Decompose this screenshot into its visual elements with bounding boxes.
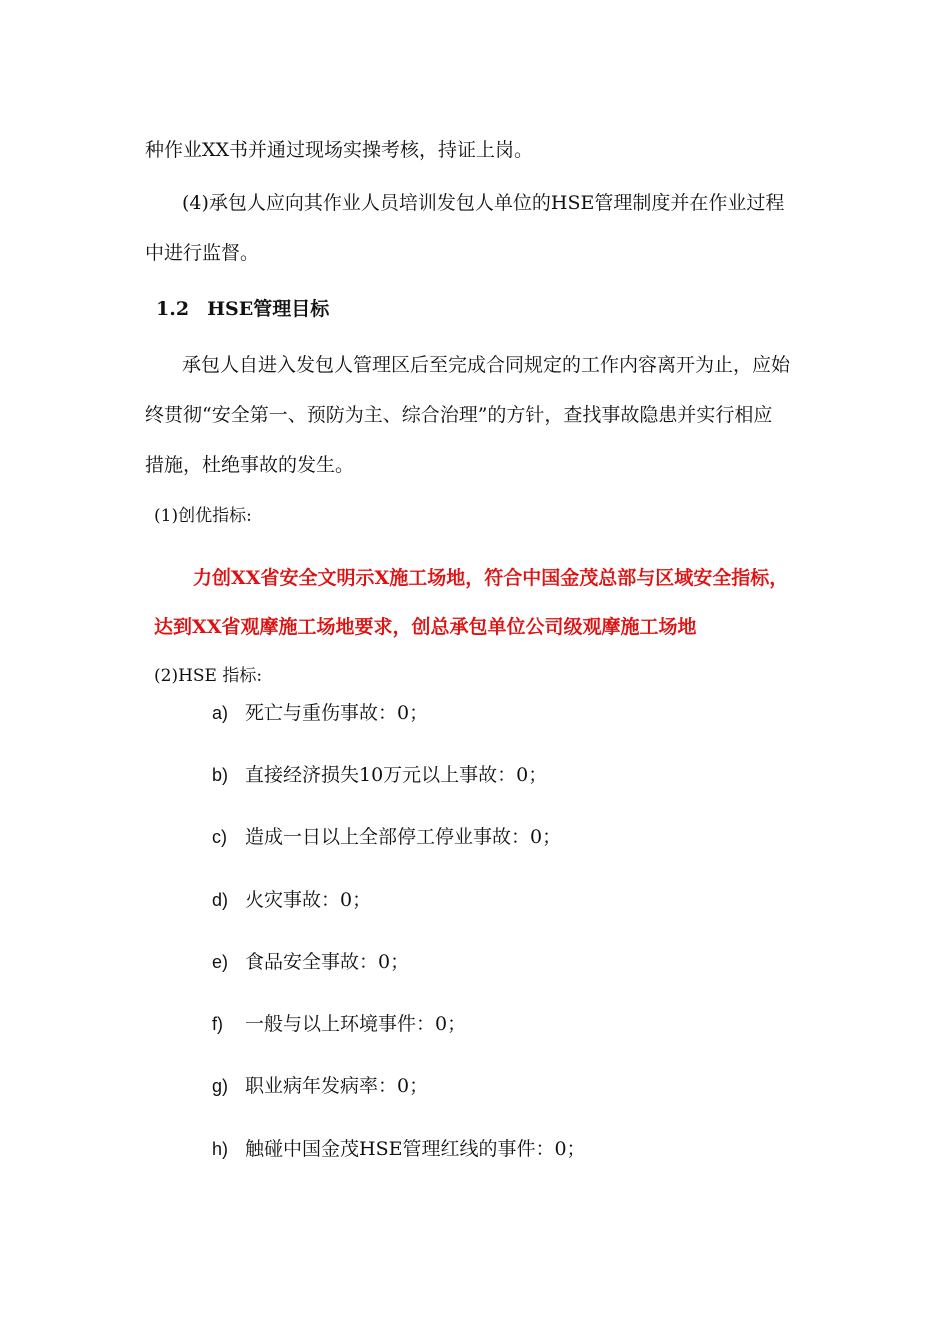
list-marker: a) [212, 703, 229, 723]
list-marker: e) [212, 952, 229, 972]
list-marker: c) [212, 827, 227, 847]
list-item-text: 火灾事故：0； [245, 889, 372, 911]
list-marker: g) [212, 1076, 229, 1096]
excellence-line-1: 力创XX省安全文明示X施工场地，符合中国金茂总部与区域安全指标， [193, 567, 789, 589]
list-item-text: 造成一日以上全部停工停业事故：0； [245, 826, 562, 848]
paragraph-4-line-1: (4)承包人应向其作业人员培训发包人单位的HSE管理制度并在作业过程 [182, 192, 785, 214]
list-item-text: 死亡与重伤事故：0； [245, 702, 429, 724]
list-item-text: 职业病年发病率：0； [245, 1075, 429, 1097]
section-number: 1.2 [156, 298, 190, 320]
list-marker: f) [212, 1014, 223, 1034]
hse-label: (2)HSE 指标: [154, 666, 263, 686]
intro-line-2: 终贯彻“安全第一、预防为主、综合治理”的方针，查找事故隐患并实行相应 [145, 404, 773, 426]
paragraph-4-line-2: 中进行监督。 [145, 242, 260, 264]
paragraph-continuation: 种作业XX书并通过现场实操考核，持证上岗。 [145, 139, 534, 161]
list-marker: b) [212, 765, 229, 785]
list-item-text: 一般与以上环境事件：0； [245, 1013, 467, 1035]
intro-line-3: 措施，杜绝事故的发生。 [145, 454, 355, 476]
list-item-text: 触碰中国金茂HSE管理红线的事件：0； [245, 1138, 586, 1160]
section-title: HSE管理目标 [207, 298, 330, 320]
list-marker: d) [212, 890, 229, 910]
intro-line-1: 承包人自进入发包人管理区后至完成合同规定的工作内容离开为止，应始 [182, 354, 791, 376]
list-marker: h) [212, 1139, 229, 1159]
list-item-text: 食品安全事故：0； [245, 951, 410, 973]
excellence-line-2: 达到XX省观摩施工场地要求，创总承包单位公司级观摩施工场地 [154, 616, 697, 638]
list-item-text: 直接经济损失10万元以上事故：0； [245, 764, 548, 786]
excellence-label: (1)创优指标: [154, 506, 252, 526]
section-heading [156, 296, 329, 322]
